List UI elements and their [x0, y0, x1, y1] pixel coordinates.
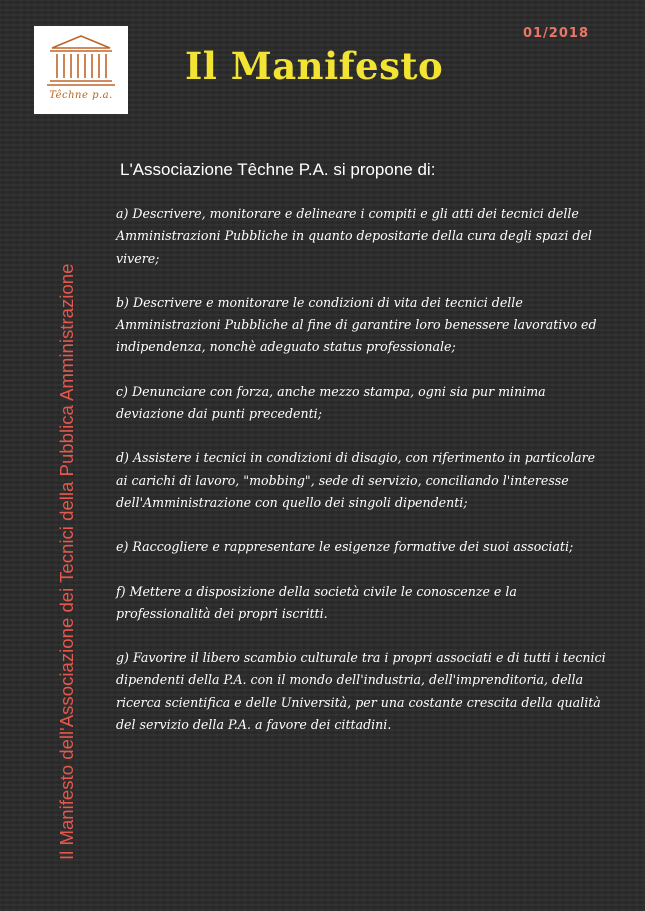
manifesto-list [116, 203, 606, 758]
logo-text: Têchne p.a. [49, 90, 113, 101]
issue-date: 01/2018 [522, 26, 589, 41]
temple-icon [44, 32, 118, 88]
manifesto-item-d: d) Assistere i tecnici in condizioni di disagio, con riferimento in particolare ai carichi di lavoro, "mobbing", sede di servizio, conciliando l'interesse dell'Amministrazione con quello dei singoli dipendenti; [116, 450, 596, 510]
manifesto-item-a: a) Descrivere, monitorare e delineare i compiti e gli atti dei tecnici delle Amministrazioni Pubbliche in quanto depositarie della cura degli spazi del vivere; [116, 206, 592, 266]
manifesto-item-b: b) Descrivere e monitorare le condizioni di vita dei tecnici delle Amministrazioni Pubbliche al fine di garantire loro benessere lavorativo ed indipendenza, nonchè adeguato status professionale; [116, 294, 597, 355]
page-title: Il Manifesto [185, 44, 444, 88]
intro-heading: L'Associazione Têchne P.A. si propone di: [120, 160, 436, 179]
vertical-side-title: Il Manifesto dell'Associazione dei Tecnici della Pubblica Amministrazione [56, 263, 77, 860]
manifesto-item-g: g) Favorire il libero scambio culturale tra i propri associati e di tutti i tecnici dipendenti della P.A. con il mondo dell'industria, dell'imprenditoria, della ricerca scientifica e delle Università, per una costante crescita della qualità del servizio della P.A. a favore dei cittadini. [116, 650, 606, 733]
manifesto-item-f: f) Mettere a disposizione della società civile le conoscenze e la professionalità dei propri iscritti. [116, 583, 517, 621]
manifesto-item-e: e) Raccogliere e rappresentare le esigenze formative dei suoi associati; [116, 539, 574, 555]
manifesto-item-c: c) Denunciare con forza, anche mezzo stampa, ogni sia pur minima deviazione dai punti precedenti; [116, 383, 546, 422]
logo [34, 26, 128, 114]
